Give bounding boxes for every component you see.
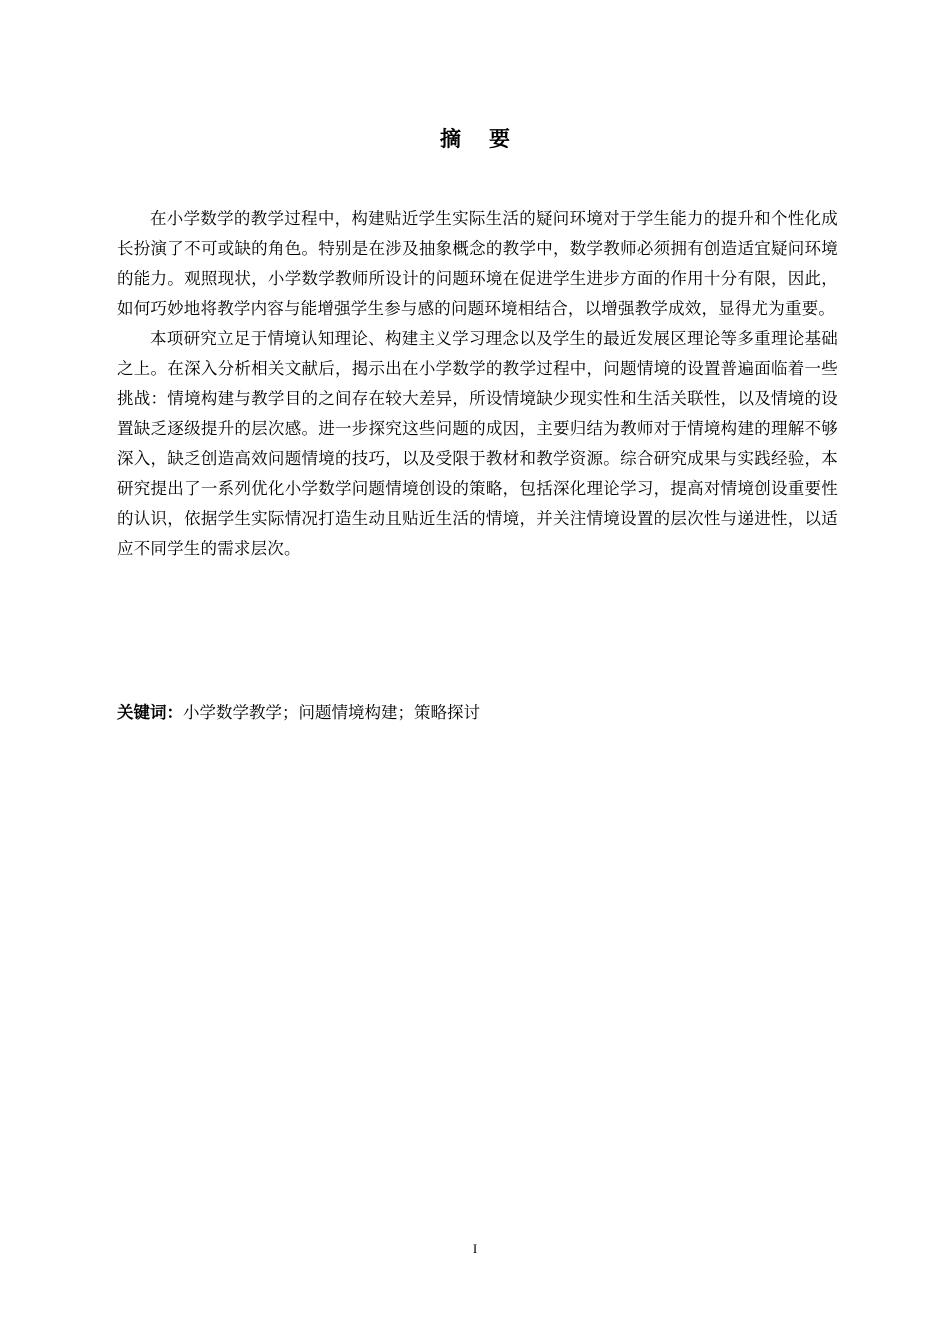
keywords-label: 关键词： [117,703,183,722]
keywords-line [117,698,838,728]
abstract-body [117,204,838,564]
keywords-text: 小学数学教学；问题情境构建；策略探讨 [183,703,480,722]
abstract-paragraph-2: 本项研究立足于情境认知理论、构建主义学习理念以及学生的最近发展区理论等多重理论基础之上。在深入分析相关文献后，揭示出在小学数学的教学过程中，问题情境的设置普遍面临着一些挑战：情境构建与教学目的之间存在较大差异，所设情境缺少现实性和生活关联性，以及情境的设置缺乏逐级提升的层次感。进一步探究这些问题的成因，主要归结为教师对于情境构建的理解不够深入，缺乏创造高效问题情境的技巧，以及受限于教材和教学资源。综合研究成果与实践经验，本研究提出了一系列优化小学数学问题情境创设的策略，包括深化理论学习，提高对情境创设重要性的认识，依据学生实际情况打造生动且贴近生活的情境，并关注情境设置的层次性与递进性，以适应不同学生的需求层次。 [117,329,838,558]
page-number: I [472,1241,478,1256]
page-title: 摘要 [440,127,538,151]
abstract-paragraph-1: 在小学数学的教学过程中，构建贴近学生实际生活的疑问环境对于学生能力的提升和个性化成长扮演了不可或缺的角色。特别是在涉及抽象概念的教学中，数学教师必须拥有创造适宜疑问环境的能力。观照现状，小学数学教师所设计的问题环境在促进学生进步方面的作用十分有限，因此，如何巧妙地将教学内容与能增强学生参与感的问题环境相结合，以增强教学成效，显得尤为重要。 [117,209,838,318]
